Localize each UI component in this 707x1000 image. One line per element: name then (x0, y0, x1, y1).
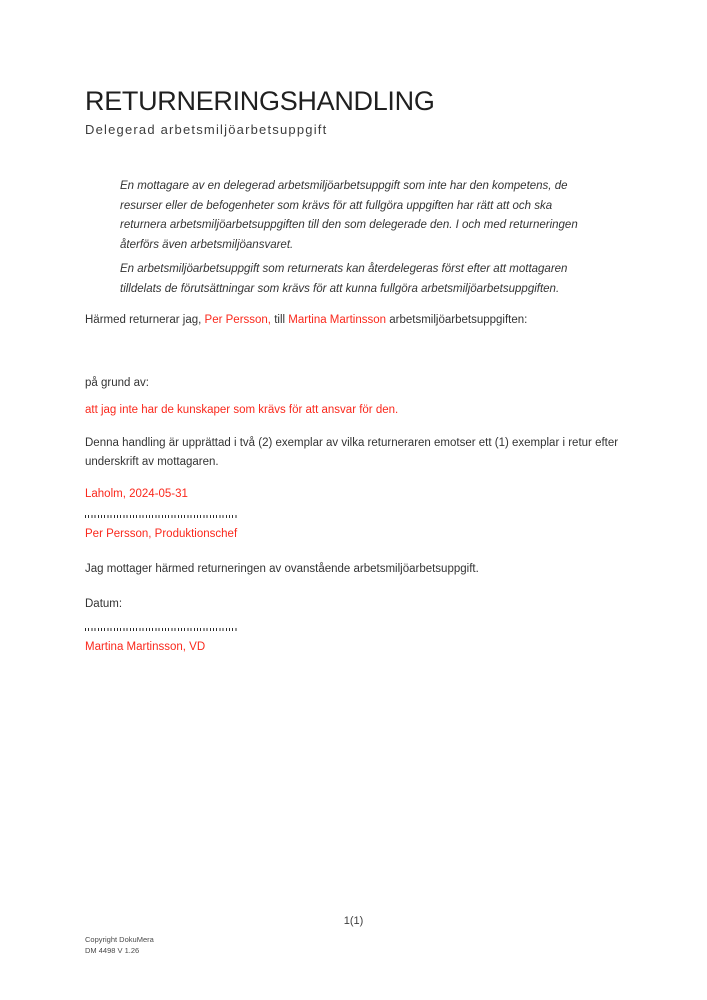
returner-name: Per Persson, (204, 314, 272, 326)
copyright-block (85, 934, 154, 956)
statement-suffix: arbetsmiljöarbetsuppgiften: (386, 314, 528, 326)
recipient-name: Martina Martinsson (288, 314, 387, 326)
statement-middle: till (271, 314, 289, 326)
copyright-line-2: DM 4498 V 1.26 (85, 946, 140, 955)
statement-prefix: Härmed returnerar jag, (85, 314, 205, 326)
page-number: 1(1) (343, 915, 364, 927)
reason-label: på grund av: (85, 377, 149, 389)
document-title: RETURNERINGSHANDLING (85, 86, 435, 116)
intro-paragraph-1: En mottagare av en delegerad arbetsmiljöarbetsuppgift som inte har den kompetens, de resurser eller de befogenheter som krävs för att fullgöra uppgiften har rätt att och ska returnera arbetsmiljöarbetsuppgiften till den som delegerade den. I och med returneringen återförs även arbetsmiljöansvaret. (120, 180, 578, 251)
document-subtitle: Delegerad arbetsmiljöarbetsuppgift (85, 122, 328, 137)
acceptance-paragraph: Jag mottager härmed returneringen av ovanstående arbetsmiljöarbetsuppgift. (85, 563, 479, 575)
reason-value: att jag inte har de kunskaper som krävs för att ansvar för den. (85, 404, 399, 416)
copyright-line-1: Copyright DokuMera (85, 935, 154, 944)
recipient-signature-name: Martina Martinsson, VD (85, 641, 206, 653)
copies-paragraph: Denna handling är upprättad i två (2) exemplar av vilka returneraren emotser ett (1) exemplar i retur efter underskrift av mottagaren. (85, 437, 619, 468)
intro-quote-block (120, 177, 578, 299)
return-statement (85, 311, 622, 330)
returner-signature-name: Per Persson, Produktionschef (85, 528, 238, 540)
recipient-signature-dotted-line (85, 628, 237, 631)
place-date: Laholm, 2024-05-31 (85, 488, 188, 500)
returner-signature-dotted-line (85, 515, 237, 518)
date-label: Datum: (85, 598, 123, 610)
intro-paragraph-2: En arbetsmiljöarbetsuppgift som returnerats kan återdelegeras först efter att mottagaren tilldelats de förutsättningar som krävs för att kunna fullgöra arbetsmiljöarbetsuppgiften. (120, 263, 568, 295)
